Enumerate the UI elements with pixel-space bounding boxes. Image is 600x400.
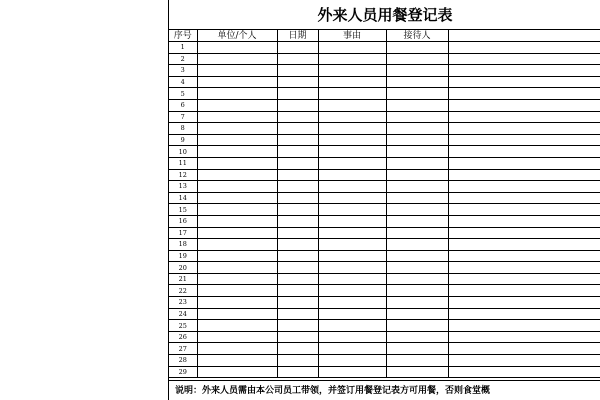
cell-no: 6 [169, 99, 197, 111]
cell-date[interactable] [277, 111, 318, 123]
cell-extra[interactable] [448, 227, 600, 239]
cell-no: 8 [169, 123, 197, 135]
cell-host[interactable] [386, 123, 448, 135]
cell-date[interactable] [277, 204, 318, 216]
cell-extra[interactable] [448, 331, 600, 343]
table-row [169, 146, 600, 158]
cell-date[interactable] [277, 134, 318, 146]
cell-reason[interactable] [318, 297, 386, 309]
table-row [169, 42, 600, 54]
cell-host[interactable] [386, 239, 448, 251]
cell-no: 17 [169, 227, 197, 239]
cell-date[interactable] [277, 343, 318, 355]
cell-extra[interactable] [448, 76, 600, 88]
cell-unit[interactable] [197, 192, 277, 204]
cell-host[interactable] [386, 297, 448, 309]
cell-host[interactable] [386, 355, 448, 367]
cell-extra[interactable] [448, 146, 600, 158]
cell-extra[interactable] [448, 157, 600, 169]
table-row [169, 285, 600, 297]
cell-extra[interactable] [448, 355, 600, 367]
cell-host[interactable] [386, 308, 448, 320]
cell-no: 10 [169, 146, 197, 158]
cell-host[interactable] [386, 273, 448, 285]
cell-no: 16 [169, 215, 197, 227]
cell-host[interactable] [386, 192, 448, 204]
cell-extra[interactable] [448, 343, 600, 355]
cell-extra[interactable] [448, 99, 600, 111]
table-row [169, 76, 600, 88]
cell-date[interactable] [277, 273, 318, 285]
cell-reason[interactable] [318, 181, 386, 193]
cell-extra[interactable] [448, 262, 600, 274]
cell-extra[interactable] [448, 308, 600, 320]
cell-unit[interactable] [197, 42, 277, 54]
cell-unit[interactable] [197, 204, 277, 216]
cell-unit[interactable] [197, 169, 277, 181]
cell-reason[interactable] [318, 308, 386, 320]
table-row [169, 123, 600, 135]
cell-no: 14 [169, 192, 197, 204]
cell-reason[interactable] [318, 366, 386, 378]
table-row [169, 273, 600, 285]
cell-reason[interactable] [318, 355, 386, 367]
cell-host[interactable] [386, 88, 448, 100]
cell-no: 27 [169, 343, 197, 355]
cell-reason[interactable] [318, 320, 386, 332]
header-no: 序号 [169, 30, 197, 42]
cell-reason[interactable] [318, 111, 386, 123]
cell-host[interactable] [386, 65, 448, 77]
cell-unit[interactable] [197, 355, 277, 367]
cell-extra[interactable] [448, 215, 600, 227]
cell-reason[interactable] [318, 134, 386, 146]
header-extra [448, 30, 600, 42]
header-row [169, 30, 600, 42]
cell-extra[interactable] [448, 169, 600, 181]
cell-unit[interactable] [197, 111, 277, 123]
cell-date[interactable] [277, 262, 318, 274]
cell-no: 11 [169, 157, 197, 169]
cell-extra[interactable] [448, 88, 600, 100]
meal-registration-sheet [168, 0, 600, 400]
cell-extra[interactable] [448, 53, 600, 65]
table-row [169, 204, 600, 216]
cell-no: 19 [169, 250, 197, 262]
cell-no: 13 [169, 181, 197, 193]
table-row [169, 65, 600, 77]
header-date: 日期 [277, 30, 318, 42]
cell-extra[interactable] [448, 111, 600, 123]
cell-unit[interactable] [197, 273, 277, 285]
cell-date[interactable] [277, 320, 318, 332]
cell-extra[interactable] [448, 297, 600, 309]
cell-reason[interactable] [318, 99, 386, 111]
cell-reason[interactable] [318, 53, 386, 65]
cell-date[interactable] [277, 227, 318, 239]
cell-no: 29 [169, 366, 197, 378]
table-row [169, 181, 600, 193]
cell-date[interactable] [277, 297, 318, 309]
cell-host[interactable] [386, 343, 448, 355]
cell-host[interactable] [386, 181, 448, 193]
cell-unit[interactable] [197, 146, 277, 158]
cell-host[interactable] [386, 134, 448, 146]
cell-host[interactable] [386, 146, 448, 158]
cell-date[interactable] [277, 331, 318, 343]
cell-reason[interactable] [318, 76, 386, 88]
cell-host[interactable] [386, 53, 448, 65]
cell-date[interactable] [277, 239, 318, 251]
cell-date[interactable] [277, 366, 318, 378]
table-body [169, 42, 600, 378]
cell-unit[interactable] [197, 343, 277, 355]
cell-unit[interactable] [197, 297, 277, 309]
cell-host[interactable] [386, 250, 448, 262]
cell-unit[interactable] [197, 157, 277, 169]
cell-unit[interactable] [197, 227, 277, 239]
cell-unit[interactable] [197, 250, 277, 262]
cell-no: 12 [169, 169, 197, 181]
table-row [169, 157, 600, 169]
cell-extra[interactable] [448, 366, 600, 378]
cell-date[interactable] [277, 88, 318, 100]
cell-reason[interactable] [318, 273, 386, 285]
cell-extra[interactable] [448, 42, 600, 54]
cell-host[interactable] [386, 99, 448, 111]
cell-host[interactable] [386, 157, 448, 169]
table-row [169, 262, 600, 274]
cell-date[interactable] [277, 157, 318, 169]
cell-unit[interactable] [197, 88, 277, 100]
cell-no: 24 [169, 308, 197, 320]
table-row [169, 99, 600, 111]
table-row [169, 308, 600, 320]
cell-reason[interactable] [318, 285, 386, 297]
cell-host[interactable] [386, 227, 448, 239]
cell-date[interactable] [277, 99, 318, 111]
cell-reason[interactable] [318, 239, 386, 251]
cell-no: 4 [169, 76, 197, 88]
cell-no: 25 [169, 320, 197, 332]
cell-unit[interactable] [197, 99, 277, 111]
cell-reason[interactable] [318, 123, 386, 135]
table-row [169, 366, 600, 378]
form-title: 外来人员用餐登记表 [169, 0, 600, 30]
cell-no: 7 [169, 111, 197, 123]
table-row [169, 297, 600, 309]
cell-no: 9 [169, 134, 197, 146]
cell-date[interactable] [277, 250, 318, 262]
cell-reason[interactable] [318, 204, 386, 216]
table-row [169, 320, 600, 332]
cell-unit[interactable] [197, 262, 277, 274]
cell-extra[interactable] [448, 123, 600, 135]
cell-no: 15 [169, 204, 197, 216]
cell-reason[interactable] [318, 65, 386, 77]
instructions-note: 说明：外来人员需由本公司员工带领，并签订用餐登记表方可用餐，否则食堂概 [169, 380, 600, 400]
cell-date[interactable] [277, 146, 318, 158]
table-row [169, 215, 600, 227]
cell-reason[interactable] [318, 146, 386, 158]
cell-date[interactable] [277, 181, 318, 193]
cell-no: 2 [169, 53, 197, 65]
cell-date[interactable] [277, 215, 318, 227]
cell-extra[interactable] [448, 250, 600, 262]
cell-reason[interactable] [318, 250, 386, 262]
cell-unit[interactable] [197, 239, 277, 251]
cell-date[interactable] [277, 53, 318, 65]
cell-extra[interactable] [448, 320, 600, 332]
cell-host[interactable] [386, 320, 448, 332]
cell-extra[interactable] [448, 181, 600, 193]
cell-host[interactable] [386, 215, 448, 227]
cell-extra[interactable] [448, 134, 600, 146]
cell-extra[interactable] [448, 273, 600, 285]
cell-no: 22 [169, 285, 197, 297]
cell-date[interactable] [277, 308, 318, 320]
cell-unit[interactable] [197, 331, 277, 343]
cell-date[interactable] [277, 123, 318, 135]
header-host: 接待人 [386, 30, 448, 42]
cell-unit[interactable] [197, 53, 277, 65]
cell-no: 3 [169, 65, 197, 77]
cell-unit[interactable] [197, 123, 277, 135]
cell-no: 18 [169, 239, 197, 251]
header-unit: 单位/个人 [197, 30, 277, 42]
cell-extra[interactable] [448, 239, 600, 251]
table-row [169, 169, 600, 181]
cell-reason[interactable] [318, 157, 386, 169]
cell-host[interactable] [386, 366, 448, 378]
cell-no: 1 [169, 42, 197, 54]
cell-date[interactable] [277, 65, 318, 77]
cell-unit[interactable] [197, 134, 277, 146]
cell-host[interactable] [386, 331, 448, 343]
cell-date[interactable] [277, 42, 318, 54]
cell-date[interactable] [277, 76, 318, 88]
cell-no: 5 [169, 88, 197, 100]
cell-unit[interactable] [197, 76, 277, 88]
table-row [169, 250, 600, 262]
cell-unit[interactable] [197, 215, 277, 227]
cell-unit[interactable] [197, 308, 277, 320]
table-row [169, 111, 600, 123]
table-row [169, 192, 600, 204]
cell-unit[interactable] [197, 285, 277, 297]
cell-host[interactable] [386, 285, 448, 297]
table-row [169, 88, 600, 100]
cell-date[interactable] [277, 169, 318, 181]
cell-extra[interactable] [448, 204, 600, 216]
cell-extra[interactable] [448, 285, 600, 297]
header-reason: 事由 [318, 30, 386, 42]
cell-extra[interactable] [448, 192, 600, 204]
cell-date[interactable] [277, 285, 318, 297]
cell-unit[interactable] [197, 181, 277, 193]
cell-reason[interactable] [318, 331, 386, 343]
cell-no: 28 [169, 355, 197, 367]
table-row [169, 53, 600, 65]
table-row [169, 343, 600, 355]
table-row [169, 355, 600, 367]
cell-unit[interactable] [197, 320, 277, 332]
table-row [169, 227, 600, 239]
cell-no: 26 [169, 331, 197, 343]
table-row [169, 134, 600, 146]
table-row [169, 239, 600, 251]
cell-unit[interactable] [197, 65, 277, 77]
cell-extra[interactable] [448, 65, 600, 77]
cell-reason[interactable] [318, 262, 386, 274]
registration-table [169, 30, 600, 378]
cell-reason[interactable] [318, 215, 386, 227]
cell-host[interactable] [386, 76, 448, 88]
cell-date[interactable] [277, 192, 318, 204]
cell-host[interactable] [386, 262, 448, 274]
cell-reason[interactable] [318, 343, 386, 355]
cell-host[interactable] [386, 111, 448, 123]
cell-no: 21 [169, 273, 197, 285]
cell-reason[interactable] [318, 192, 386, 204]
cell-reason[interactable] [318, 169, 386, 181]
cell-no: 23 [169, 297, 197, 309]
cell-date[interactable] [277, 355, 318, 367]
cell-host[interactable] [386, 204, 448, 216]
cell-host[interactable] [386, 42, 448, 54]
cell-reason[interactable] [318, 227, 386, 239]
cell-reason[interactable] [318, 88, 386, 100]
cell-unit[interactable] [197, 366, 277, 378]
cell-no: 20 [169, 262, 197, 274]
cell-host[interactable] [386, 169, 448, 181]
table-row [169, 331, 600, 343]
cell-reason[interactable] [318, 42, 386, 54]
